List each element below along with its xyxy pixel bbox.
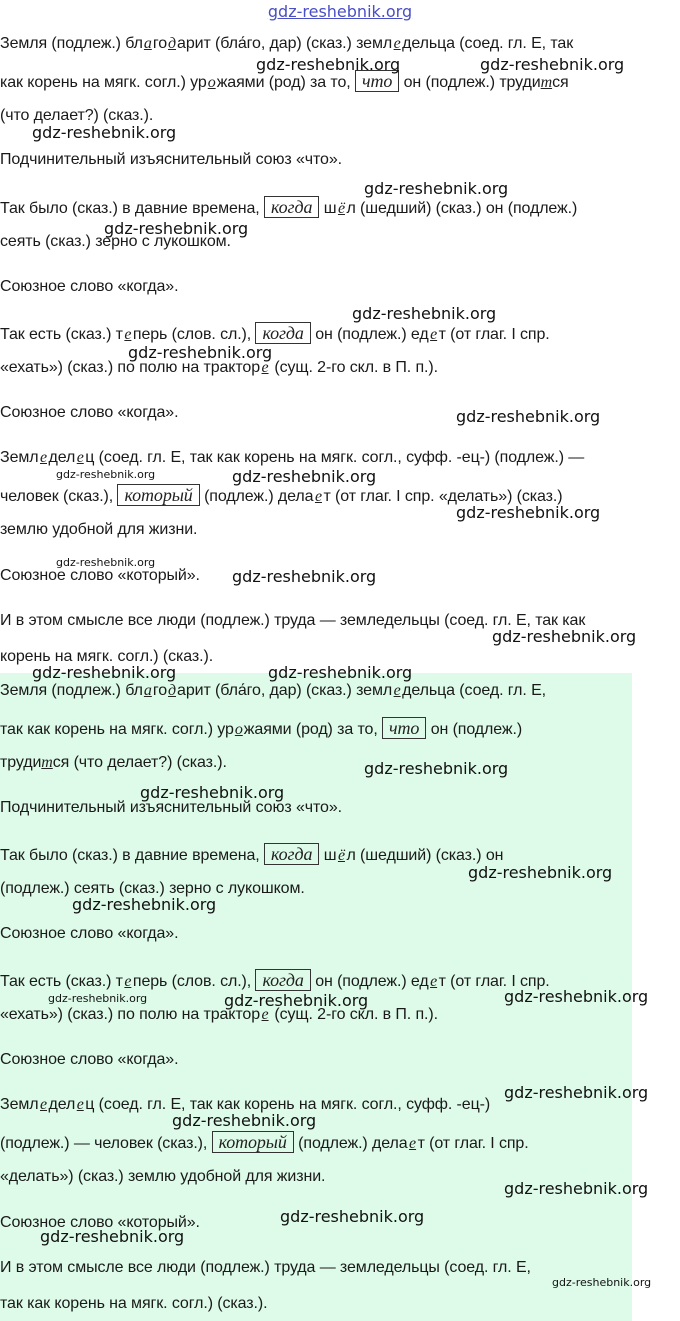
conjunction-box: когда [264, 843, 319, 865]
watermark-text: gdz-reshebnik.org [504, 1179, 649, 1198]
text-line: (подлеж.) сеять (сказ.) зерно с лукошком. [0, 880, 305, 897]
watermark-text: gdz-reshebnik.org [32, 123, 177, 142]
text-line: землю удобной для жизни. [0, 521, 198, 538]
text-line: так как корень на мягк. согл.) урожаями (род) за то, что он (подлеж.) [0, 718, 523, 738]
text-line: как корень на мягк. согл.) урожаями (род) за то, что он (подлеж.) трудится [0, 71, 569, 91]
note-line: Подчинительный изъяснительный союз «что». [0, 151, 342, 168]
text-line: (подлеж.) — человек (сказ.), который (подлеж.) делает (от глаг. I спр. [0, 1132, 529, 1152]
conjunction-box: что [355, 70, 399, 92]
watermark-text: gdz-reshebnik.org [280, 1207, 425, 1226]
text-line: корень на мягк. согл.) (сказ.). [0, 648, 214, 665]
conjunction-box: который [117, 484, 199, 506]
text-line: И в этом смысле все люди (подлеж.) труда — земледельцы (соед. гл. Е, [0, 1259, 531, 1276]
watermark-text: gdz-reshebnik.org [32, 663, 177, 682]
note-line: Союзное слово «когда». [0, 404, 179, 421]
watermark-text: gdz-reshebnik.org [504, 1083, 649, 1102]
text-line: так как корень на мягк. согл.) (сказ.). [0, 1295, 268, 1312]
conjunction-box: когда [255, 969, 310, 991]
note-line: Союзное слово «который». [0, 567, 200, 584]
conjunction-box: который [212, 1131, 294, 1153]
watermark-text: gdz-reshebnik.org [456, 407, 601, 426]
note-line: Подчинительный изъяснительный союз «что». [0, 799, 342, 816]
site-header-link[interactable]: gdz-reshebnik.org [267, 2, 413, 21]
text-line: Земля (подлеж.) благодарит (бла́го, дар) (сказ.) земледельца (соед. гл. Е, [0, 682, 547, 699]
text-line: Так было (сказ.) в давние времена, когда шёл (шедший) (сказ.) он (подлеж.) [0, 197, 578, 217]
text-line: И в этом смысле все люди (подлеж.) труда — земледельцы (соед. гл. Е, так как [0, 612, 586, 629]
text-line: сеять (сказ.) зерно с лукошком. [0, 233, 231, 250]
watermark-text: gdz-reshebnik.org [104, 219, 249, 238]
note-line: Союзное слово «когда». [0, 925, 179, 942]
watermark-text: gdz-reshebnik.org [552, 1276, 652, 1289]
watermark-text: gdz-reshebnik.org [40, 1227, 185, 1246]
watermark-text: gdz-reshebnik.org [56, 556, 156, 569]
text-line: человек (сказ.), который (подлеж.) делает (от глаг. I спр. «делать») (сказ.) [0, 485, 563, 505]
text-line: Так было (сказ.) в давние времена, когда шёл (шедший) (сказ.) он [0, 844, 504, 864]
text-line: «ехать») (сказ.) по полю на тракторе (сущ. 2-го скл. в П. п.). [0, 1006, 438, 1023]
watermark-text: gdz-reshebnik.org [232, 567, 377, 586]
watermark-text: gdz-reshebnik.org [232, 467, 377, 486]
watermark-text: gdz-reshebnik.org [364, 759, 509, 778]
text-line: Земля (подлеж.) благодарит (бла́го, дар) (сказ.) земледельца (соед. гл. Е, так [0, 35, 574, 52]
text-line: трудится (что делает?) (сказ.). [0, 754, 227, 771]
text-line: «ехать») (сказ.) по полю на тракторе (сущ. 2-го скл. в П. п.). [0, 359, 438, 376]
note-line: Союзное слово «когда». [0, 1051, 179, 1068]
watermark-text: gdz-reshebnik.org [56, 468, 156, 481]
note-line: Союзное слово «когда». [0, 278, 179, 295]
text-line: Так есть (сказ.) теперь (слов. сл.), когда он (подлеж.) едет (от глаг. I спр. [0, 970, 550, 990]
text-line: (что делает?) (сказ.). [0, 107, 154, 124]
watermark-text: gdz-reshebnik.org [128, 343, 273, 362]
watermark-text: gdz-reshebnik.org [364, 179, 509, 198]
watermark-text: gdz-reshebnik.org [48, 992, 148, 1005]
watermark-text: gdz-reshebnik.org [268, 663, 413, 682]
watermark-text: gdz-reshebnik.org [72, 895, 217, 914]
watermark-text: gdz-reshebnik.org [480, 55, 625, 74]
note-line: Союзное слово «который». [0, 1214, 200, 1231]
text-line: Земледелец (соед. гл. Е, так как корень на мягк. согл., суфф. -ец-) (подлеж.) — [0, 449, 585, 466]
text-line: Так есть (сказ.) теперь (слов. сл.), когда он (подлеж.) едет (от глаг. I спр. [0, 323, 550, 343]
watermark-text: gdz-reshebnik.org [504, 987, 649, 1006]
watermark-text: gdz-reshebnik.org [224, 991, 369, 1010]
conjunction-box: когда [264, 196, 319, 218]
watermark-text: gdz-reshebnik.org [492, 627, 637, 646]
watermark-text: gdz-reshebnik.org [256, 55, 401, 74]
conjunction-box: что [382, 717, 426, 739]
watermark-text: gdz-reshebnik.org [140, 783, 285, 802]
text-line: Земледелец (соед. гл. Е, так как корень на мягк. согл., суфф. -ец-) [0, 1096, 491, 1113]
conjunction-box: когда [255, 322, 310, 344]
watermark-text: gdz-reshebnik.org [456, 503, 601, 522]
watermark-text: gdz-reshebnik.org [352, 304, 497, 323]
watermark-text: gdz-reshebnik.org [172, 1111, 317, 1130]
text-line: «делать») (сказ.) землю удобной для жизни. [0, 1168, 326, 1185]
watermark-text: gdz-reshebnik.org [468, 863, 613, 882]
